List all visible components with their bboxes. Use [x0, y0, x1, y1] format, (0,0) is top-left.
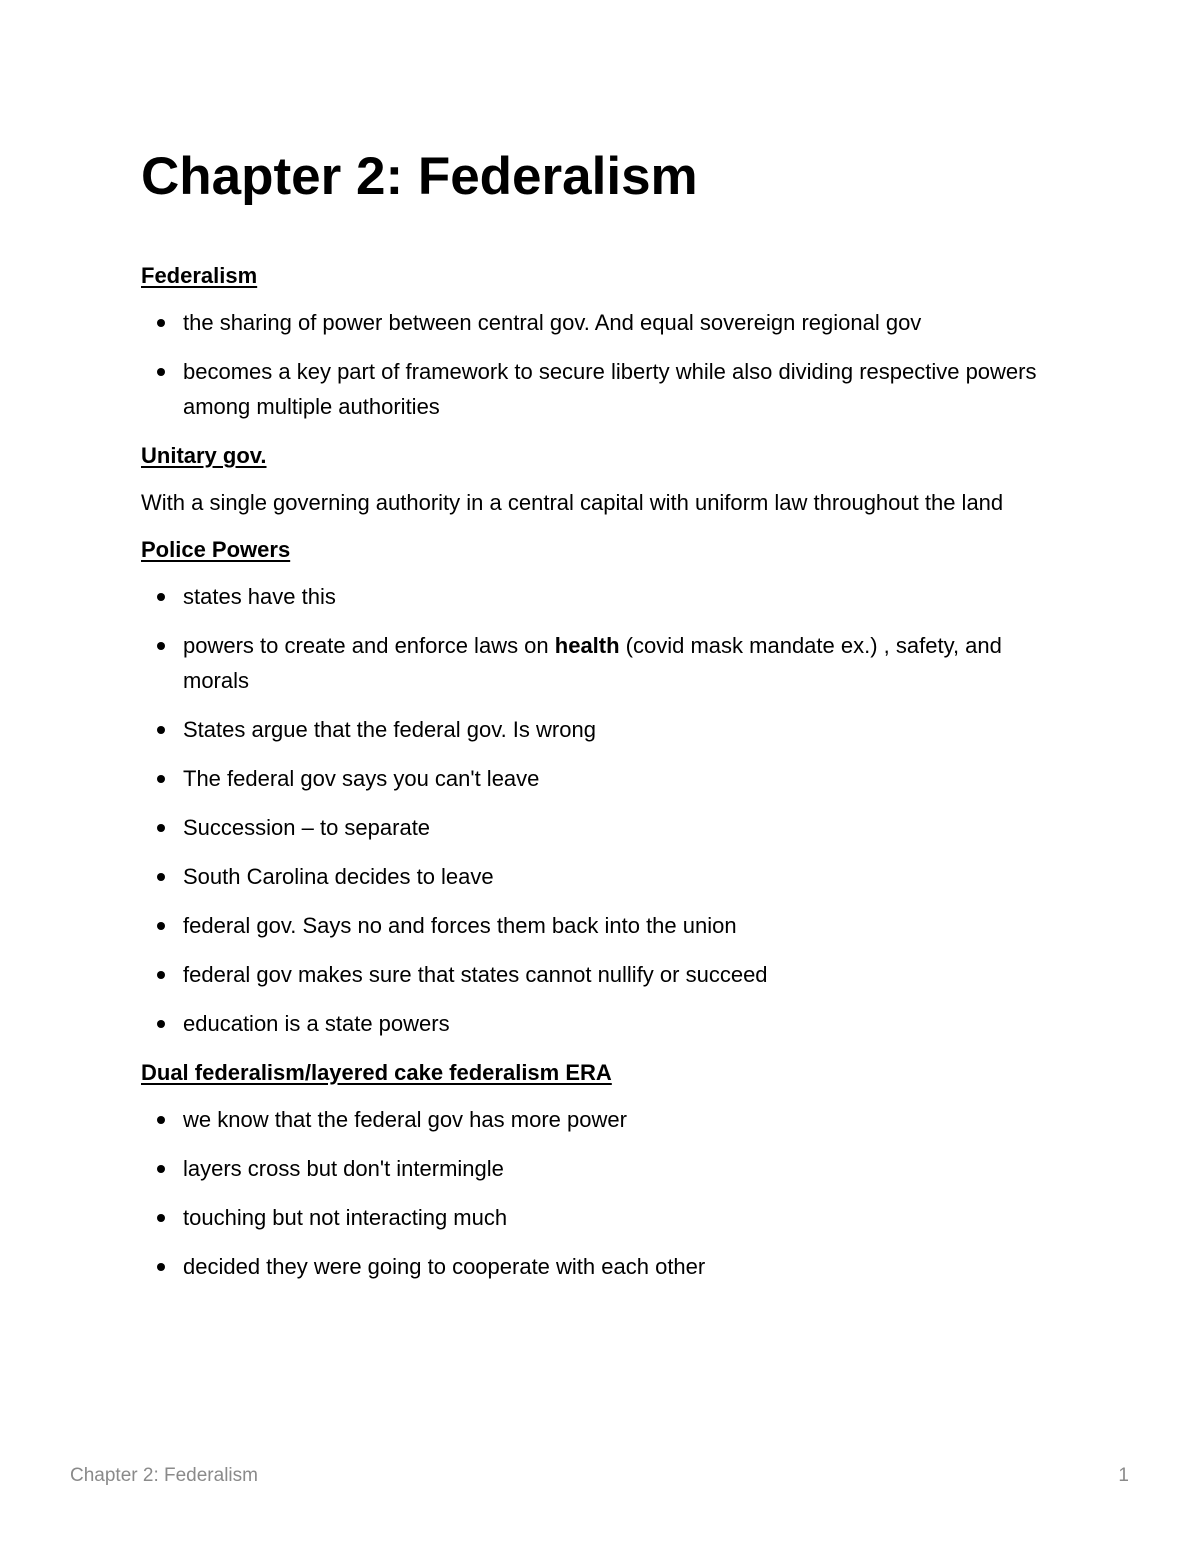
section-unitary-gov	[141, 438, 1041, 520]
list-item-text: (covid mask mandate ex.) , safety, and morals	[183, 633, 1002, 693]
list-item: education is a state powers	[141, 1006, 1041, 1041]
list-item: we know that the federal gov has more power	[141, 1102, 1041, 1137]
page-number: 1	[1118, 1465, 1129, 1486]
list-item: layers cross but don't intermingle	[141, 1151, 1041, 1186]
list-item: decided they were going to cooperate with each other	[141, 1249, 1041, 1284]
list-item: federal gov makes sure that states cannot nullify or succeed	[141, 957, 1041, 992]
list-item: States argue that the federal gov. Is wrong	[141, 712, 1041, 747]
paragraph: With a single governing authority in a central capital with uniform law throughout the land	[141, 490, 1004, 515]
section-police-powers	[141, 532, 1041, 1041]
list-item: South Carolina decides to leave	[141, 859, 1041, 894]
section-heading: Police Powers	[141, 537, 291, 562]
list-item-text: powers to create and enforce laws on	[183, 633, 555, 658]
section-federalism	[141, 258, 1041, 424]
document-body	[141, 258, 1041, 1298]
list-item	[141, 628, 1041, 698]
bullet-list	[141, 1102, 1041, 1284]
list-item: federal gov. Says no and forces them back into the union	[141, 908, 1041, 943]
section-heading: Dual federalism/layered cake federalism ERA	[141, 1060, 612, 1085]
bold-term: health	[554, 633, 620, 658]
list-item: the sharing of power between central gov. And equal sovereign regional gov	[141, 305, 1041, 340]
bullet-list	[141, 579, 1041, 1041]
list-item: touching but not interacting much	[141, 1200, 1041, 1235]
list-item: Succession – to separate	[141, 810, 1041, 845]
list-item: The federal gov says you can't leave	[141, 761, 1041, 796]
list-item: states have this	[141, 579, 1041, 614]
footer-title: Chapter 2: Federalism	[70, 1465, 258, 1486]
section-dual-federalism	[141, 1055, 1041, 1284]
bullet-list	[141, 305, 1041, 424]
section-heading: Unitary gov.	[141, 443, 267, 468]
section-heading: Federalism	[141, 263, 258, 288]
page-title: Chapter 2: Federalism	[141, 147, 698, 206]
list-item: becomes a key part of framework to secure liberty while also dividing respective powers among multiple authorities	[141, 354, 1041, 424]
